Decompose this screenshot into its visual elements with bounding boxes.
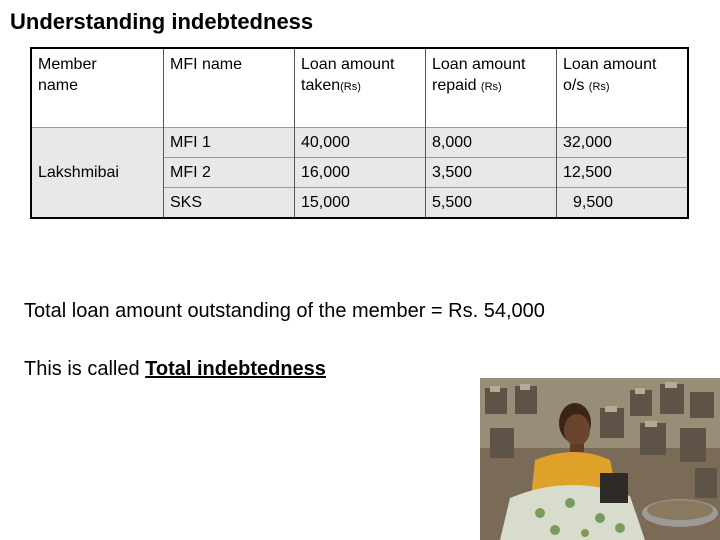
woman-photo — [480, 378, 720, 540]
called-prefix: This is called — [24, 358, 146, 380]
header-member-name: Member name — [31, 48, 164, 128]
header-mfi-name: MFI name — [164, 48, 295, 128]
table-row — [31, 128, 688, 158]
header-loan-taken-unit: (Rs) — [340, 81, 361, 93]
slide-title: Understanding indebtedness — [10, 9, 314, 34]
loan-os-cell: 32,000 — [557, 128, 689, 158]
mfi-name-cell: SKS — [164, 188, 295, 219]
header-loan-repaid-unit: (Rs) — [480, 81, 502, 93]
loan-taken-cell: 16,000 — [295, 158, 426, 188]
loan-repaid-cell: 3,500 — [426, 158, 557, 188]
loan-os-cell: 9,500 — [557, 188, 689, 219]
mfi-name-cell: MFI 1 — [164, 128, 295, 158]
header-loan-taken: Loan amount taken(Rs) — [295, 48, 426, 128]
loan-repaid-cell: 8,000 — [426, 128, 557, 158]
total-indebtedness-line — [24, 358, 326, 381]
total-indebtedness-term: Total indebtedness — [145, 358, 326, 380]
loan-taken-cell: 15,000 — [295, 188, 426, 219]
member-name-cell: Lakshmibai — [31, 128, 164, 219]
table-header-row — [31, 48, 688, 128]
loan-os-cell: 12,500 — [557, 158, 689, 188]
header-loan-repaid: Loan amount repaid (Rs) — [426, 48, 557, 128]
loan-taken-cell: 40,000 — [295, 128, 426, 158]
loan-repaid-cell: 5,500 — [426, 188, 557, 219]
photo-illustration — [480, 378, 720, 540]
header-loan-os-unit: (Rs) — [588, 81, 610, 93]
indebtedness-table — [30, 47, 689, 219]
header-loan-outstanding: Loan amount o/s (Rs) — [557, 48, 689, 128]
mfi-name-cell: MFI 2 — [164, 158, 295, 188]
total-outstanding-text: Total loan amount outstanding of the member = Rs. 54,000 — [24, 300, 545, 322]
